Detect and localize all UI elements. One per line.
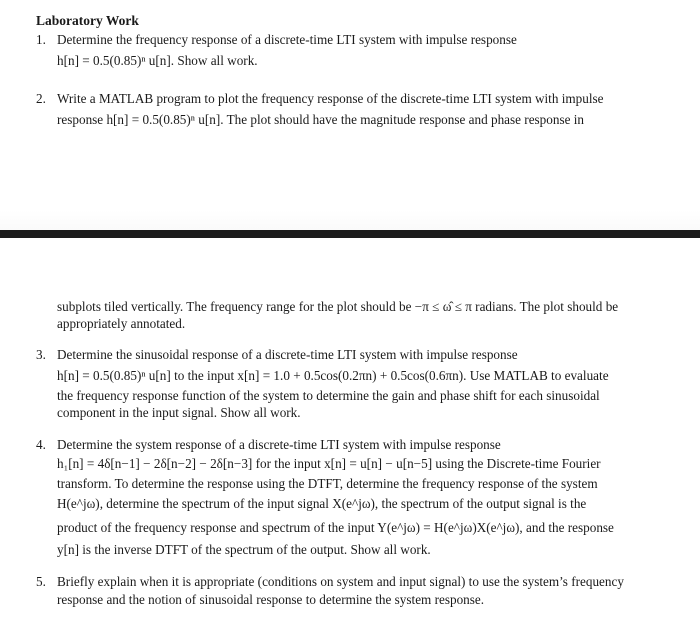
item-4-line-3: transform. To determine the response using the DTFT, determine the frequency response of the system (57, 476, 598, 491)
item-2-number: 2. (36, 91, 46, 106)
item-3-line-1: Determine the sinusoidal response of a discrete-time LTI system with impulse response (57, 347, 518, 362)
item-1-number: 1. (36, 32, 46, 47)
item-2-line-3: subplots tiled vertically. The frequency range for the plot should be −π ≤ ω̂ ≤ π radians. The plot should be (57, 299, 619, 314)
item-4-line-1: Determine the system response of a discrete-time LTI system with impulse response (57, 437, 501, 452)
item-3-line-4: component in the input signal. Show all work. (57, 405, 301, 420)
item-4-line-6: y[n] is the inverse DTFT of the spectrum of the output. Show all work. (57, 542, 431, 557)
item-5-number: 5. (36, 574, 46, 589)
page-divider (0, 230, 700, 238)
item-4-line-4: H(e^jω), determine the spectrum of the input signal X(e^jω), the spectrum of the output signal is the (57, 496, 587, 511)
item-4-line-5: product of the frequency response and spectrum of the input Y(e^jω) = H(e^jω)X(e^jω), and the response (57, 520, 614, 535)
item-4-line-2: h₁[n] = 4δ[n−1] − 2δ[n−2] − 2δ[n−3] for the input x[n] = u[n] − u[n−5] using the Discrete-time Fourier (57, 456, 601, 471)
item-2-line-4: appropriately annotated. (57, 316, 186, 331)
item-5-line-2: response and the notion of sinusoidal response to determine the system response. (57, 592, 485, 607)
item-3-line-2: h[n] = 0.5(0.85)ⁿ u[n] to the input x[n] = 1.0 + 0.5cos(0.2πn) + 0.5cos(0.6πn). Use MATLAB to evaluate (57, 368, 609, 383)
item-3-number: 3. (36, 347, 46, 362)
page-title: Laboratory Work (36, 13, 139, 28)
page-fold-shade (0, 210, 700, 230)
item-1-line-1: Determine the frequency response of a discrete-time LTI system with impulse response (57, 32, 517, 47)
item-2-line-1: Write a MATLAB program to plot the frequency response of the discrete-time LTI system with impulse (57, 91, 604, 106)
item-2-line-2: response h[n] = 0.5(0.85)ⁿ u[n]. The plot should have the magnitude response and phase response in (57, 112, 585, 127)
item-5-line-1: Briefly explain when it is appropriate (conditions on system and input signal) to use the system’s frequency (57, 574, 624, 589)
item-3-line-3: the frequency response function of the system to determine the gain and phase shift for each sinusoidal (57, 388, 600, 403)
item-4-number: 4. (36, 437, 46, 452)
item-1-line-2: h[n] = 0.5(0.85)ⁿ u[n]. Show all work. (57, 53, 258, 68)
